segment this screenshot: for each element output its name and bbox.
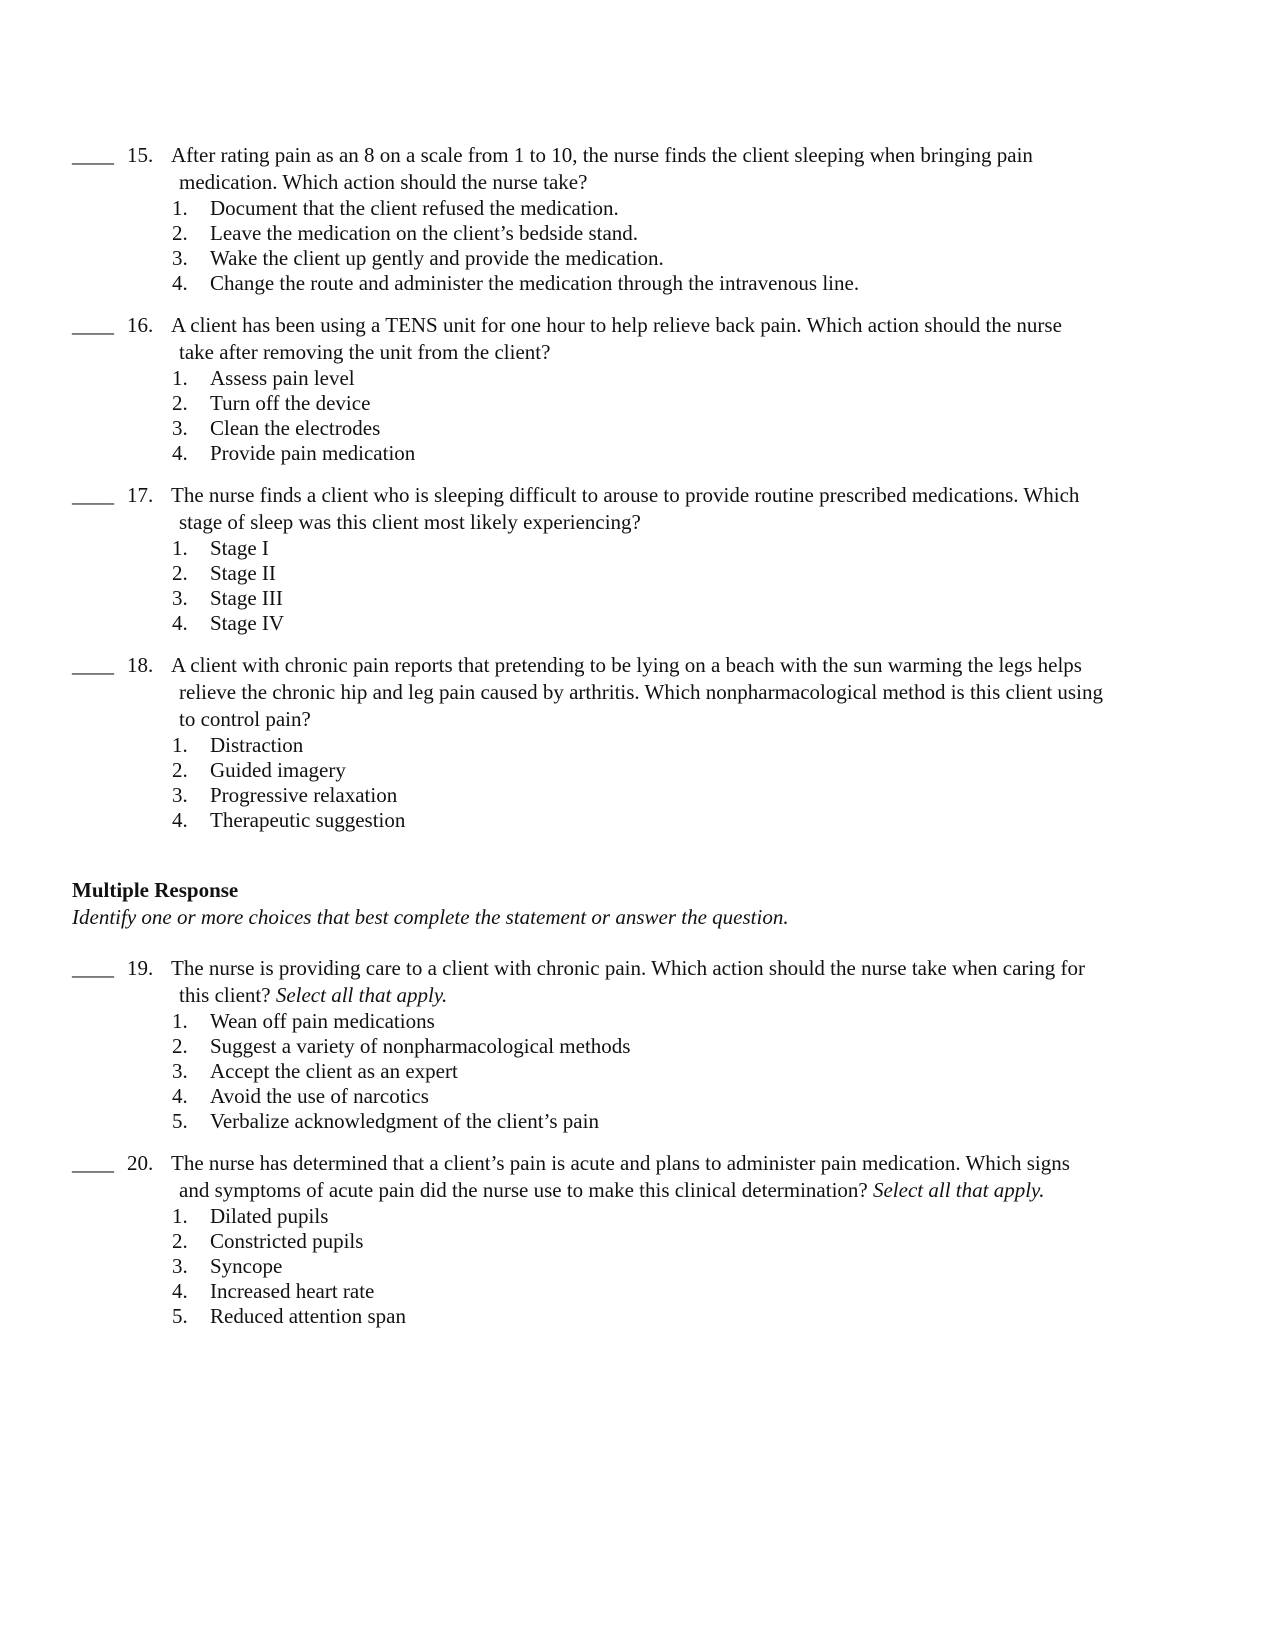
option — [0, 391, 1275, 416]
question-number: 17. — [127, 483, 154, 507]
option-text: Change the route and administer the medication through the intravenous line. — [210, 271, 860, 295]
option-text: Verbalize acknowledgment of the client’s pain — [210, 1109, 599, 1133]
option-number: 2. — [172, 391, 188, 415]
option — [0, 1009, 1275, 1034]
option-number: 1. — [172, 1009, 188, 1033]
option — [0, 586, 1275, 611]
option — [0, 1084, 1275, 1109]
select-all-note: Select all that apply. — [275, 983, 448, 1007]
question-stem: The nurse is providing care to a client with chronic pain. Which action should the nurse take when caring for — [171, 956, 1085, 980]
option-text: Clean the electrodes — [210, 416, 381, 440]
option-number: 3. — [172, 416, 188, 440]
option-number: 2. — [172, 1229, 188, 1253]
option — [0, 1034, 1275, 1059]
option-number: 3. — [172, 1254, 188, 1278]
option-number: 1. — [172, 733, 188, 757]
option — [0, 1059, 1275, 1084]
question-15 — [0, 142, 1275, 296]
option — [0, 1109, 1275, 1134]
answer-blank: ____ — [72, 313, 114, 337]
option-number: 1. — [172, 196, 188, 220]
option-text: Distraction — [210, 733, 304, 757]
option — [0, 366, 1275, 391]
option-text: Reduced attention span — [210, 1304, 406, 1328]
option — [0, 196, 1275, 221]
option — [0, 733, 1275, 758]
option — [0, 611, 1275, 636]
option-number: 2. — [172, 561, 188, 585]
question-stem-cont — [179, 982, 447, 1009]
option-number: 1. — [172, 536, 188, 560]
option-number: 4. — [172, 271, 188, 295]
section-instructions: Identify one or more choices that best complete the statement or answer the question. — [72, 905, 789, 929]
option — [0, 246, 1275, 271]
option — [0, 1204, 1275, 1229]
option-number: 1. — [172, 1204, 188, 1228]
option — [0, 221, 1275, 246]
question-20 — [0, 1150, 1275, 1329]
option — [0, 758, 1275, 783]
option-number: 3. — [172, 1059, 188, 1083]
option — [0, 1304, 1275, 1329]
option-number: 3. — [172, 783, 188, 807]
answer-blank: ____ — [72, 483, 114, 507]
option-number: 4. — [172, 1084, 188, 1108]
section-header — [72, 877, 1222, 931]
question-stem-cont: medication. Which action should the nurse take? — [179, 170, 588, 194]
section-title: Multiple Response — [72, 878, 239, 902]
question-stem: The nurse finds a client who is sleeping difficult to arouse to provide routine prescribed medications. Which — [171, 483, 1080, 507]
option-text: Constricted pupils — [210, 1229, 364, 1253]
option — [0, 561, 1275, 586]
option-text: Wake the client up gently and provide the medication. — [210, 246, 664, 270]
question-number: 16. — [127, 313, 154, 337]
option-number: 5. — [172, 1109, 188, 1133]
option — [0, 783, 1275, 808]
select-all-note: Select all that apply. — [872, 1178, 1045, 1202]
option — [0, 416, 1275, 441]
option — [0, 441, 1275, 466]
option-text: Assess pain level — [210, 366, 355, 390]
option-number: 5. — [172, 1304, 188, 1328]
question-number: 18. — [127, 653, 154, 677]
option — [0, 271, 1275, 296]
option-text: Leave the medication on the client’s bedside stand. — [210, 221, 639, 245]
question-stem: After rating pain as an 8 on a scale from 1 to 10, the nurse finds the client sleeping when bringing pain — [171, 143, 1033, 167]
option-text: Provide pain medication — [210, 441, 416, 465]
option-text: Wean off pain medications — [210, 1009, 435, 1033]
question-stem: A client with chronic pain reports that pretending to be lying on a beach with the sun warming the legs helps — [171, 653, 1082, 677]
stem-text: this client? — [179, 983, 271, 1007]
option-number: 4. — [172, 611, 188, 635]
option — [0, 536, 1275, 561]
option — [0, 808, 1275, 833]
stem-text: and symptoms of acute pain did the nurse use to make this clinical determination? — [179, 1178, 868, 1202]
option-text: Turn off the device — [210, 391, 371, 415]
option-text: Increased heart rate — [210, 1279, 375, 1303]
option-text: Dilated pupils — [210, 1204, 329, 1228]
option-text: Accept the client as an expert — [210, 1059, 458, 1083]
question-number: 15. — [127, 143, 154, 167]
option-text: Progressive relaxation — [210, 783, 398, 807]
question-19 — [0, 955, 1275, 1134]
question-stem-cont — [179, 1177, 1044, 1204]
option-number: 4. — [172, 808, 188, 832]
question-stem-cont: take after removing the unit from the client? — [179, 340, 551, 364]
answer-blank: ____ — [72, 653, 114, 677]
option-number: 3. — [172, 586, 188, 610]
question-number: 20. — [127, 1151, 154, 1175]
question-stem-cont: to control pain? — [179, 707, 311, 731]
option-text: Syncope — [210, 1254, 283, 1278]
option — [0, 1254, 1275, 1279]
option-text: Guided imagery — [210, 758, 346, 782]
answer-blank: ____ — [72, 956, 114, 980]
option-text: Avoid the use of narcotics — [210, 1084, 429, 1108]
question-stem-cont: stage of sleep was this client most likely experiencing? — [179, 510, 641, 534]
question-16 — [0, 312, 1275, 466]
option-number: 4. — [172, 1279, 188, 1303]
answer-blank: ____ — [72, 1151, 114, 1175]
option-number: 3. — [172, 246, 188, 270]
option-text: Stage IV — [210, 611, 285, 635]
option-text: Suggest a variety of nonpharmacological methods — [210, 1034, 631, 1058]
question-stem: The nurse has determined that a client’s pain is acute and plans to administer pain medication. Which signs — [171, 1151, 1070, 1175]
question-18 — [0, 652, 1275, 833]
option-number: 2. — [172, 758, 188, 782]
option-text: Stage II — [210, 561, 276, 585]
option-text: Stage III — [210, 586, 283, 610]
question-number: 19. — [127, 956, 154, 980]
option-text: Therapeutic suggestion — [210, 808, 406, 832]
question-stem-cont: relieve the chronic hip and leg pain caused by arthritis. Which nonpharmacological method is this client using — [179, 680, 1103, 704]
option-number: 1. — [172, 366, 188, 390]
option-number: 2. — [172, 1034, 188, 1058]
option — [0, 1229, 1275, 1254]
option-text: Stage I — [210, 536, 269, 560]
option-text: Document that the client refused the medication. — [210, 196, 619, 220]
option-number: 4. — [172, 441, 188, 465]
option-number: 2. — [172, 221, 188, 245]
option — [0, 1279, 1275, 1304]
answer-blank: ____ — [72, 143, 114, 167]
question-stem: A client has been using a TENS unit for one hour to help relieve back pain. Which action should the nurse — [171, 313, 1062, 337]
question-17 — [0, 482, 1275, 636]
